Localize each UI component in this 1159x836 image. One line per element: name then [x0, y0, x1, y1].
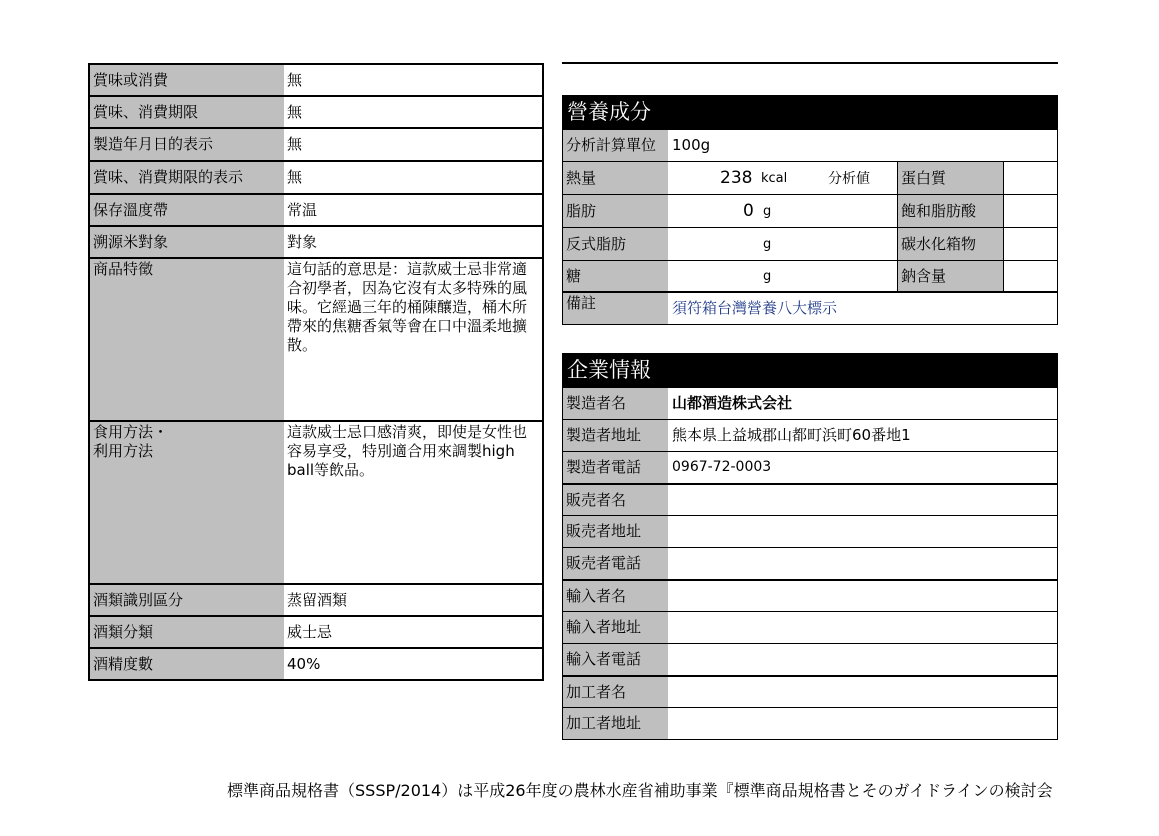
carb-value — [1003, 228, 1057, 260]
row-features — [90, 259, 542, 422]
row-value — [668, 548, 1057, 579]
row-value: 山都酒造株式会社 — [672, 394, 793, 412]
row-label: 製造年月日的表示 — [90, 129, 284, 160]
protein-value — [1003, 162, 1057, 194]
energy-value: 238 — [720, 168, 753, 188]
row-value: 對象 — [287, 233, 318, 251]
row-label: 保存溫度帶 — [90, 195, 284, 225]
company-row — [563, 483, 1057, 515]
row-label: 加工者地址 — [563, 708, 668, 739]
row-label: 販売者地址 — [563, 516, 668, 547]
top-divider — [562, 62, 1058, 64]
sodium-value — [1003, 261, 1057, 291]
row-value: 威士忌 — [287, 623, 333, 641]
company-row — [563, 547, 1057, 579]
unit-label: 分析計算單位 — [563, 130, 668, 161]
company-row — [563, 611, 1057, 643]
row-label: 製造者名 — [563, 388, 668, 419]
row-label — [90, 422, 284, 583]
row-value — [668, 677, 1057, 707]
row-value — [668, 516, 1057, 547]
energy-unit: kcal — [761, 171, 788, 186]
row-expiry-display — [90, 162, 542, 195]
row-label: 溯源米對象 — [90, 227, 284, 257]
nutrition-remarks-row — [563, 291, 1057, 324]
row-value: 無 — [287, 168, 303, 186]
row-value: 這句話的意思是：這款威士忌非常適合初學者，因為它沒有太多特殊的風味。它經過三年的桶陳釀造，桶木所帶來的焦糖香氣等會在口中溫柔地擴散。 — [287, 260, 528, 354]
sat-fat-value — [1003, 195, 1057, 227]
row-label: 加工者名 — [563, 677, 668, 707]
company-row — [563, 451, 1057, 483]
row-label: 販売者電話 — [563, 548, 668, 579]
footer-note: 標準商品規格書（SSSP/2014）は平成26年度の農林水産省補助事業『標準商品規格書とそのガイドラインの検討会 — [227, 781, 1053, 800]
fat-value: 0 — [743, 201, 754, 221]
company-row — [563, 387, 1057, 419]
company-row — [563, 515, 1057, 547]
sugar-label: 糖 — [563, 261, 668, 291]
row-abv — [90, 649, 542, 681]
product-info-table — [88, 63, 544, 681]
company-title: 企業情報 — [563, 354, 1057, 387]
row-label: 酒精度數 — [90, 649, 284, 679]
row-label: 賞味、消費期限的表示 — [90, 162, 284, 193]
row-usage — [90, 422, 542, 585]
row-value: 無 — [287, 103, 303, 121]
sugar-cell — [668, 261, 897, 291]
row-value — [668, 644, 1057, 675]
row-label: 商品特徵 — [90, 259, 284, 420]
trans-fat-label: 反式脂肪 — [563, 228, 668, 260]
row-value: 蒸留酒類 — [287, 591, 348, 609]
row-value: 0967-72-0003 — [672, 459, 772, 475]
company-row — [563, 643, 1057, 675]
energy-label: 熱量 — [563, 162, 668, 194]
nutrition-section — [562, 95, 1058, 325]
row-rice-origin — [90, 227, 542, 259]
company-row — [563, 707, 1057, 739]
fat-unit: g — [763, 204, 772, 219]
row-liquor-type — [90, 617, 542, 649]
nutrition-title: 營養成分 — [563, 96, 1057, 129]
row-value: 熊本県上益城郡山都町浜町60番地1 — [672, 426, 911, 444]
row-value — [668, 581, 1057, 611]
unit-value: 100g — [672, 136, 711, 154]
nutrition-unit-row — [563, 129, 1057, 161]
row-label: 輸入者地址 — [563, 612, 668, 643]
row-value: 40% — [287, 655, 321, 673]
analysis-note: 分析値 — [828, 171, 870, 187]
row-label: 輸入者電話 — [563, 644, 668, 675]
usage-label-line2: 利用方法 — [93, 442, 154, 460]
company-row — [563, 675, 1057, 707]
row-best-before — [90, 65, 542, 97]
row-label: 酒類分類 — [90, 617, 284, 647]
row-value: 無 — [287, 71, 303, 89]
row-value: 無 — [287, 135, 303, 153]
usage-label-line1: 食用方法・ — [93, 423, 169, 441]
row-label: 製造者電話 — [563, 452, 668, 483]
company-row — [563, 419, 1057, 451]
trans-fat-cell — [668, 228, 897, 260]
row-label: 製造者地址 — [563, 420, 668, 451]
nutrition-sugar-row — [563, 260, 1057, 291]
remarks-value: 須符箱台灣營養八大標示 — [672, 299, 838, 317]
row-value: 這款威士忌口感清爽，即使是女性也容易享受，特別適合用來調製high ball等飲品。 — [287, 423, 528, 479]
nutrition-energy-row — [563, 161, 1057, 194]
row-value — [668, 708, 1057, 739]
row-value — [668, 485, 1057, 515]
sat-fat-label: 飽和脂肪酸 — [897, 195, 1003, 227]
nutrition-trans-fat-row — [563, 227, 1057, 260]
row-label: 販売者名 — [563, 485, 668, 515]
row-manufacture-date — [90, 129, 542, 162]
trans-fat-unit: g — [763, 237, 772, 252]
row-label: 酒類識別區分 — [90, 585, 284, 615]
row-label: 賞味、消費期限 — [90, 97, 284, 127]
row-value: 常温 — [287, 201, 318, 219]
sodium-label: 鈉含量 — [897, 261, 1003, 291]
row-label: 賞味或消費 — [90, 65, 284, 95]
row-storage-temp — [90, 195, 542, 227]
company-row — [563, 579, 1057, 611]
carb-label: 碳水化箱物 — [897, 228, 1003, 260]
remarks-label: 備註 — [563, 293, 668, 324]
row-expiry — [90, 97, 542, 129]
row-value — [668, 612, 1057, 643]
row-label: 輸入者名 — [563, 581, 668, 611]
protein-label: 蛋白質 — [897, 162, 1003, 194]
row-liquor-category — [90, 585, 542, 617]
energy-cell — [668, 162, 897, 194]
fat-label: 脂肪 — [563, 195, 668, 227]
sugar-unit: g — [763, 269, 772, 284]
fat-cell — [668, 195, 897, 227]
company-section — [562, 353, 1058, 740]
nutrition-fat-row — [563, 194, 1057, 227]
